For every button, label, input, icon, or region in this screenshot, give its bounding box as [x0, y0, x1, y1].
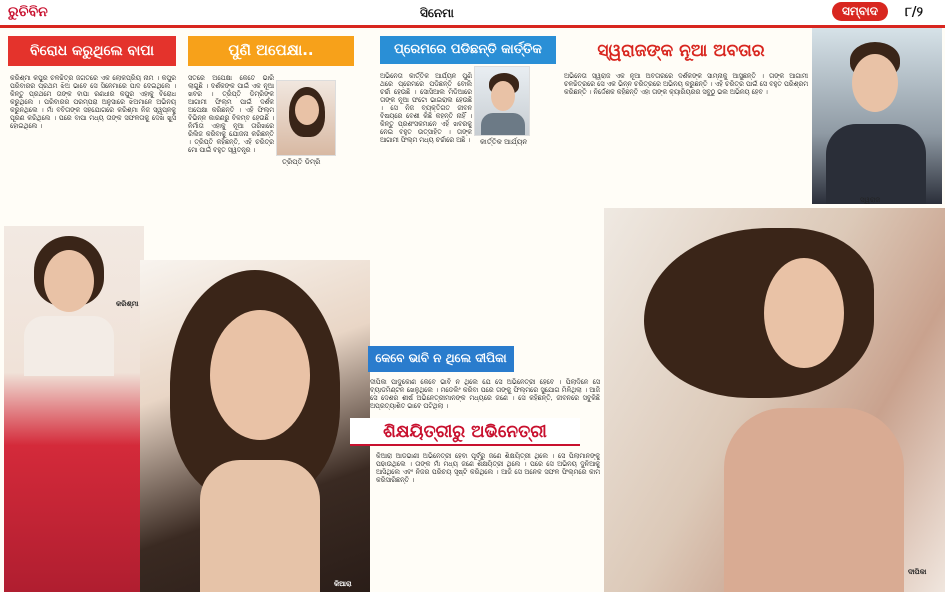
headline-deepika: କେବେ ଭାବି ନ ଥିଲେ ଦୀପିକା	[368, 346, 514, 372]
headline-kiara: ଶିକ୍ଷୟିତ୍ରୀରୁ ଅଭିନେତ୍ରୀ	[350, 418, 580, 446]
section-name: ରୁଚିବିନ	[8, 4, 48, 20]
karisma-photo	[4, 226, 144, 592]
headline-tripti: ପୁଣି ଅପେକ୍ଷା..	[188, 36, 354, 66]
caption-kartik: କାର୍ତ୍ତିକ ଆର୍ଯ୍ୟନ	[480, 138, 528, 146]
swaraj-photo	[812, 28, 942, 204]
page-header	[0, 0, 945, 28]
caption-kiara: କିଆରା	[334, 580, 352, 588]
article-swaraj-body: ଅଭିନେତା ସ୍ୱରାଜ ଏକ ନୂଆ ଅବତାରରେ ଦର୍ଶକଙ୍କ ସାମ୍ନାକୁ ଆସୁଛନ୍ତି । ତାଙ୍କ ଆଗାମୀ ଚଳଚ୍ଚିତ୍ରରେ ସେ ଏକ ଭିନ୍ନ ଚରିତ୍ରରେ ଅଭିନୟ କରୁଛନ୍ତି । ଏହି ଚରିତ୍ର ପାଇଁ ସେ ବହୁତ ପରିଶ୍ରମ କରିଛନ୍ତି । ନିର୍ଦ୍ଦେଶକ କହିଛନ୍ତି ଏହା ତାଙ୍କ କ୍ୟାରିୟରର ସବୁଠୁ ଭଲ ଅଭିନୟ ହେବ ।	[564, 72, 808, 96]
deepika-photo	[604, 208, 945, 592]
headline-karisma: ବିରୋଧ କରୁଥିଲେ ବାପା	[8, 36, 176, 66]
tripti-photo	[276, 80, 336, 156]
article-kartik-body: ଅଭିନେତା କାର୍ତ୍ତିକ ଆର୍ଯ୍ୟନ ପୁଣି ଥରେ ପ୍ରେମରେ ପଡିଛନ୍ତି ବୋଲି ଚର୍ଚ୍ଚା ହେଉଛି । ସୋସିଆଲ ମିଡିଆରେ ତାଙ୍କ ନୂଆ ଫଟୋ ଭାଇରାଲ ହେଉଛି । ସେ ନିଜ ବ୍ୟକ୍ତିଗତ ଜୀବନ ବିଷୟରେ ବେଶୀ କିଛି କହନ୍ତି ନାହିଁ । କିନ୍ତୁ ପ୍ରଶଂସକମାନେ ଏହି ଖବରକୁ ନେଇ ବହୁତ ଉତ୍ସାହିତ । ତାଙ୍କ ଆଗାମୀ ଫିଲ୍ମ ମଧ୍ୟ ଚର୍ଚ୍ଚାରେ ଅଛି ।	[380, 72, 472, 144]
article-tripti-body: ସତରେ ଅପେକ୍ଷା କେତେ ଭାରି ଲାଗୁଛି । ଦର୍ଶକଙ୍କ ପାଇଁ ଏକ ନୂଆ ଖବର । ତ୍ରିପ୍ତି ଡିମ୍ରିଙ୍କ ଆଗାମୀ ଫିଲ୍ମ ପାଇଁ ଦର୍ଶକ ଅପେକ୍ଷା କରିଛନ୍ତି । ଏହି ଫିଲ୍ମ ବିଭିନ୍ନ କାରଣରୁ ବିଳମ୍ବ ହେଉଛି । ନିର୍ମାତା ଏହାକୁ ନୂଆ ତାରିଖରେ ରିଲିଜ କରିବାକୁ ଯୋଜନା କରିଛନ୍ତି । ତ୍ରିପ୍ତି କହିଛନ୍ତି, ଏହି ଚରିତ୍ର ମୋ ପାଇଁ ବହୁତ ସ୍ୱତନ୍ତ୍ର ।	[188, 74, 274, 154]
caption-swaraj: ସ୍ୱରାଜ	[860, 196, 881, 204]
caption-karisma: କରିଶ୍ମା	[116, 300, 139, 308]
headline-kartik: ପ୍ରେମରେ ପଡିଛନ୍ତି କାର୍ତ୍ତିକ	[380, 36, 556, 64]
kartik-photo	[474, 66, 530, 136]
caption-deepika: ଦୀପିକା	[908, 568, 927, 576]
article-kiara-body: କିଆରା ଆଡଭାଣୀ ଅଭିନେତ୍ରୀ ହେବା ପୂର୍ବରୁ ଜଣେ ଶିକ୍ଷୟିତ୍ରୀ ଥିଲେ । ସେ ପିଲାମାନଙ୍କୁ ପଢାଉଥିଲେ । ତାଙ୍କ ମାଁ ମଧ୍ୟ ଜଣେ ଶିକ୍ଷୟିତ୍ରୀ ଥିଲେ । ପରେ ସେ ଅଭିନୟ ଦୁନିଆକୁ ଆସିଥିଲେ ଏବଂ ନିଜର ପରିଚୟ ସୃଷ୍ଟି କରିଥିଲେ । ଆଜି ସେ ଅନେକ ସଫଳ ଫିଲ୍ମରେ କାମ କରିସାରିଛନ୍ତି ।	[376, 452, 600, 484]
article-deepika-body: ଦୀପିକା ପାଦୁକୋଣ କେବେ ଭାବି ନ ଥିଲେ ଯେ ସେ ଅଭିନେତ୍ରୀ ହେବେ । ପିଲାଦିନେ ସେ ବ୍ୟାଡମିଣ୍ଟନ ଖେଳୁଥିଲେ । ମଡେଲିଂ କରିବା ପରେ ତାଙ୍କୁ ଫିଲ୍ମରେ ସୁଯୋଗ ମିଳିଥିଲା । ଆଜି ସେ ଦେଶର ଶୀର୍ଷ ଅଭିନେତ୍ରୀମାନଙ୍କ ମଧ୍ୟରେ ଜଣେ । ସେ କହିଛନ୍ତି, ଜୀବନରେ ସବୁକିଛି ଅପ୍ରତ୍ୟାଶିତ ଭାବେ ଘଟିଥିଲା ।	[370, 378, 600, 410]
article-karisma-body: କରିଶ୍ମା କପୁର ଚଳଚ୍ଚିତ୍ର ଜଗତରେ ଏକ ଲୋକପ୍ରିୟ ନାମ । କପୁର ପରିବାରର ପ୍ରଥମ ଝିଅ ଭାବେ ସେ ସିନେମାରେ ପାଦ ଦେଇଥିଲେ । କିନ୍ତୁ ପ୍ରଥମେ ତାଙ୍କ ବାପା ରଣଧୀର କପୁର ଏହାକୁ ବିରୋଧ କରୁଥିଲେ । ପରିବାରର ପରମ୍ପରା ଅନୁସାରେ ଝିଅମାନେ ଅଭିନୟ କରୁନଥିଲେ । ମାଁ ବବିତାଙ୍କ ସହଯୋଗରେ କରିଶ୍ମା ନିଜ ସ୍ୱପ୍ନକୁ ପୂରଣ କରିଥିଲେ । ପରେ ବାପା ମଧ୍ୟ ତାଙ୍କ ସଫଳତାକୁ ଦେଖି ଖୁସି ହୋଇଥିଲେ ।	[10, 74, 176, 130]
caption-tripti: ତ୍ରିପ୍ତି ଡିମ୍ରି	[282, 158, 321, 166]
header-center-title: ସିନେମା	[420, 6, 454, 20]
headline-swaraj: ସ୍ୱରାଜଙ୍କ ନୂଆ ଅବତାର	[597, 41, 765, 61]
publication-logo: ସମ୍ବାଦ	[832, 2, 888, 21]
page-number: ୮/୨	[905, 5, 924, 20]
